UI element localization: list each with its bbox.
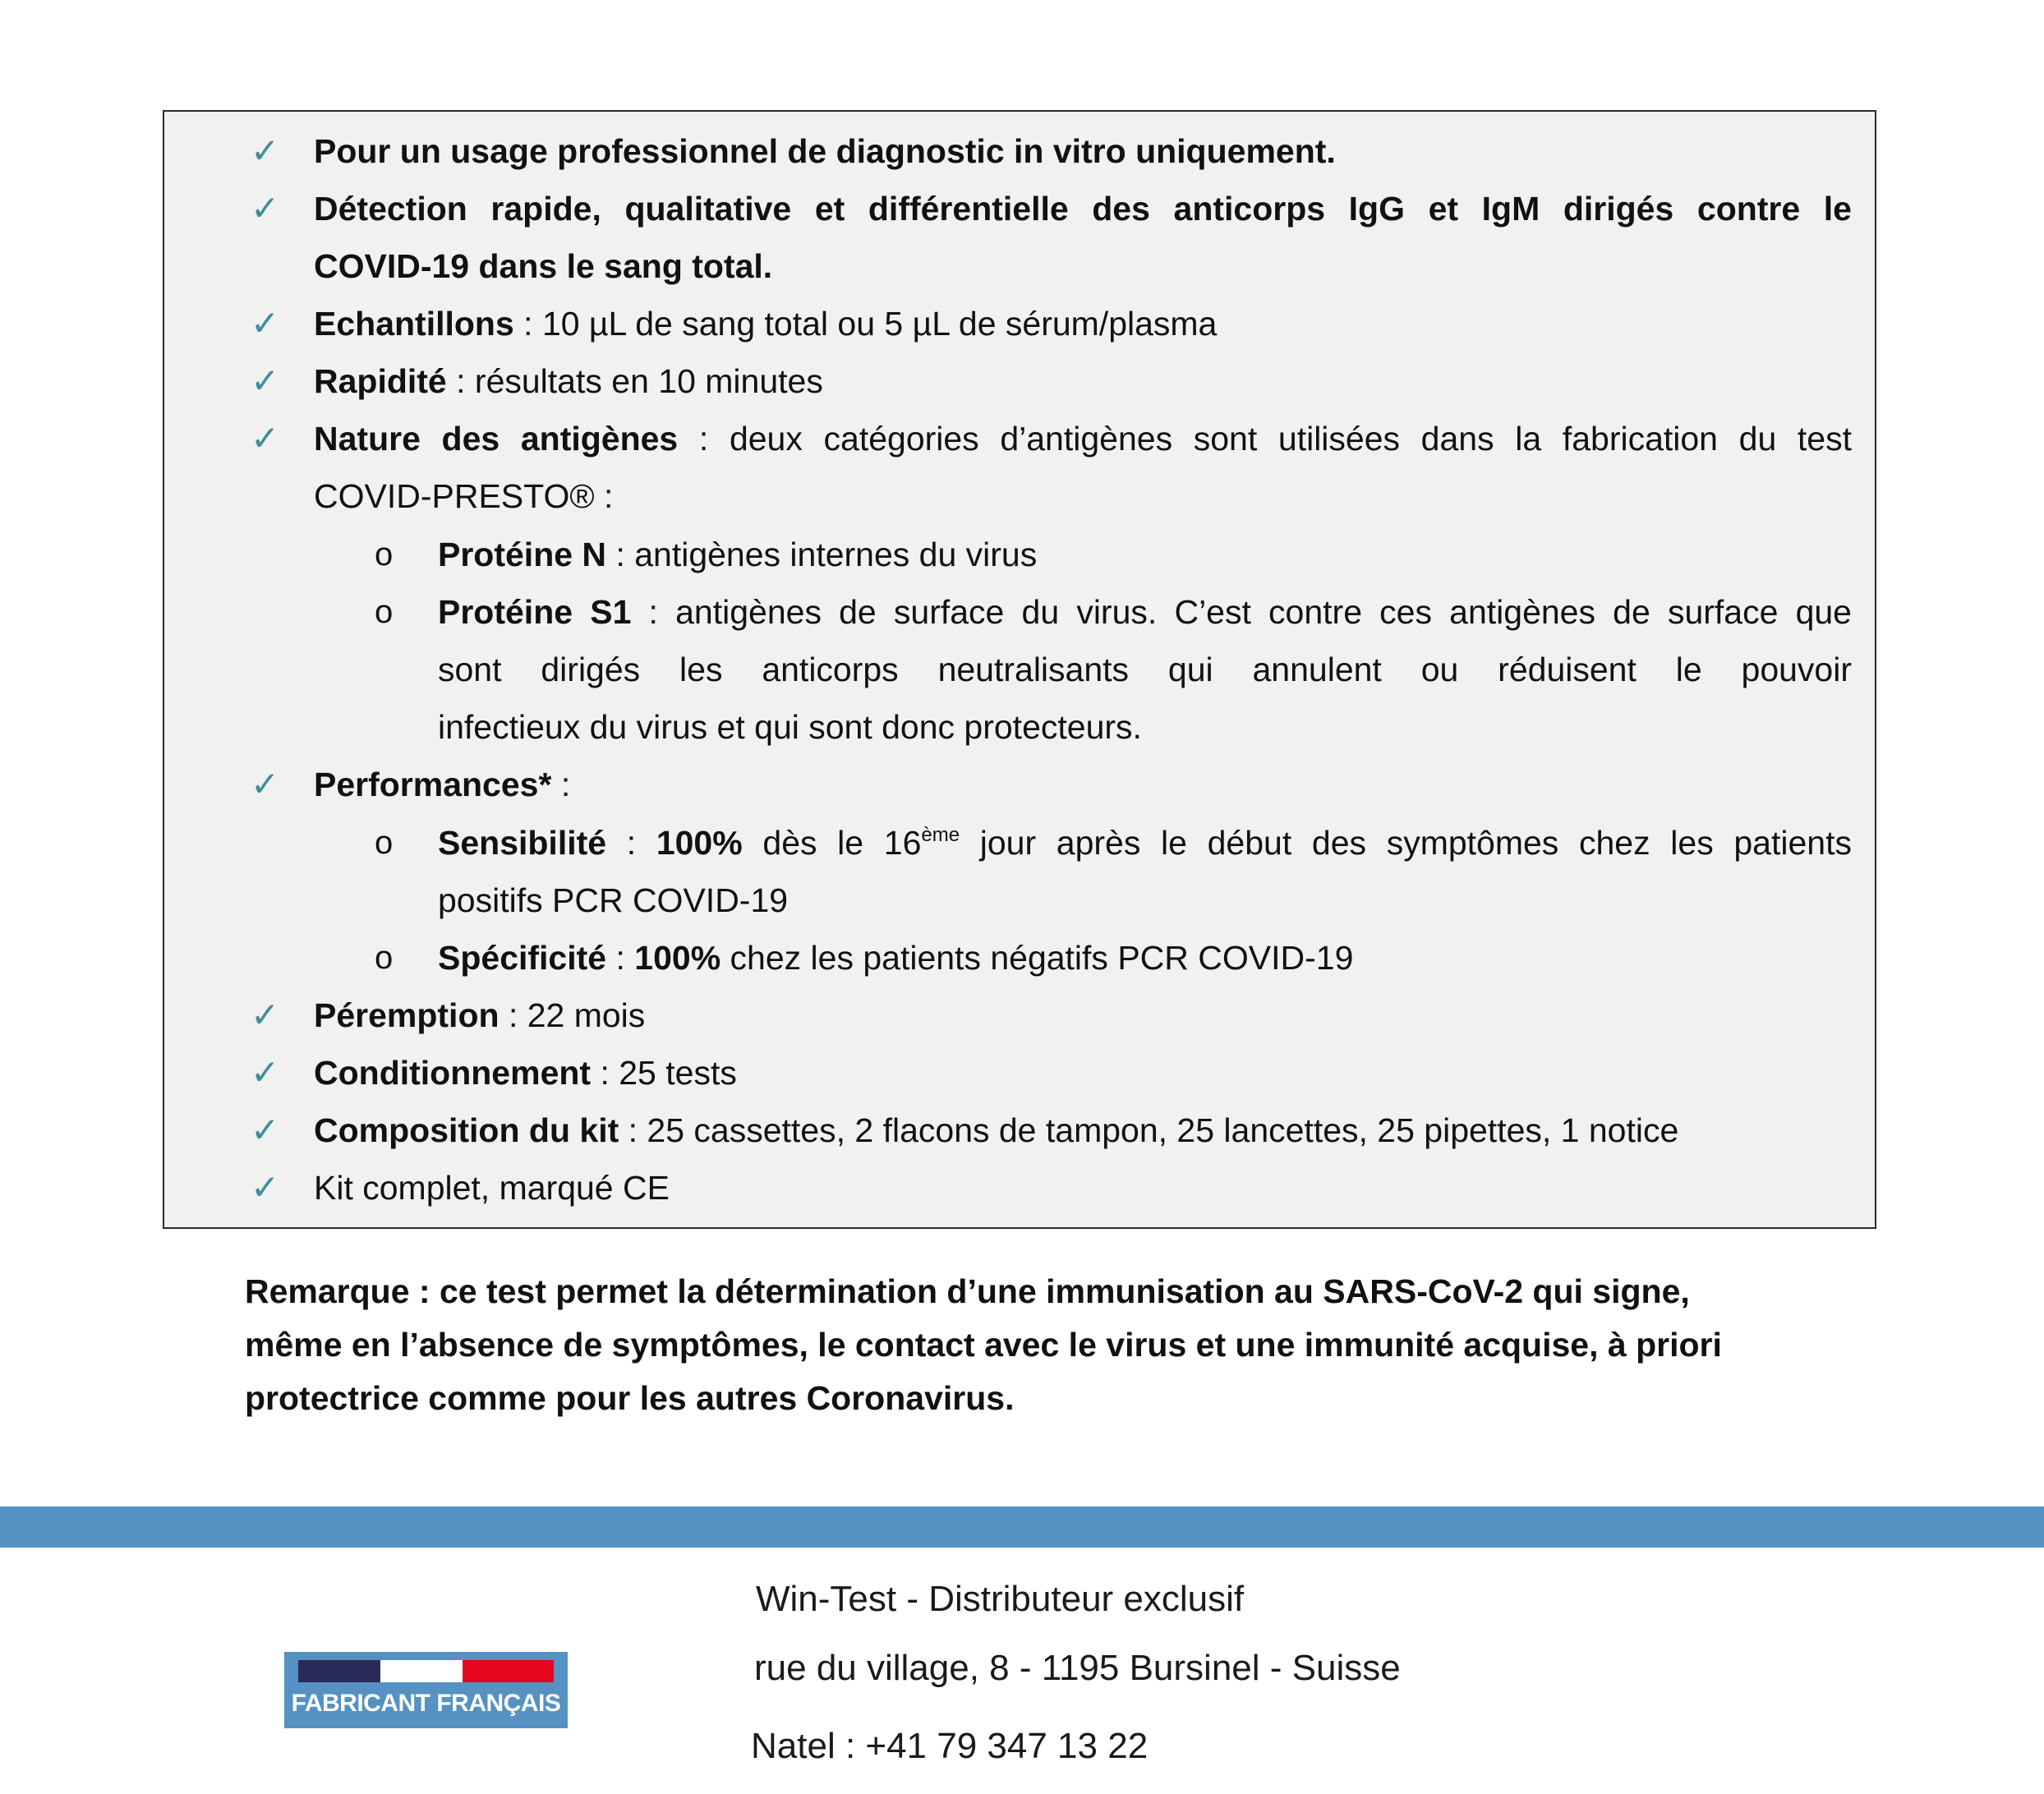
bullet-icon: o — [375, 594, 394, 630]
remark-line-3: protectrice comme pour les autres Coronavirus. — [245, 1379, 1015, 1417]
fabricant-francais-badge — [284, 1652, 568, 1728]
antigen-item-s1-line1: Protéine S1 : antigènes de surface du virus. C’est contre ces antigènes de surface que — [438, 593, 1852, 631]
footer-band — [0, 1506, 2044, 1548]
feature-item-ce-mark: Kit complet, marqué CE — [314, 1169, 670, 1207]
feature-item-speed: Rapidité : résultats en 10 minutes — [314, 362, 823, 400]
bullet-icon: o — [375, 825, 394, 861]
antigen-item-s1-line3: infectieux du virus et qui sont donc protecteurs. — [438, 708, 1142, 746]
feature-item-detection-line1: Détection rapide, qualitative et différentielle des anticorps IgG et IgM dirigés contre le — [314, 190, 1852, 228]
feature-item-kit-composition: Composition du kit : 25 cassettes, 2 flacons de tampon, 25 lancettes, 25 pipettes, 1 notice — [314, 1111, 1679, 1149]
check-icon: ✓ — [251, 1052, 280, 1092]
feature-item-antigens-line2: COVID-PRESTO® : — [314, 477, 614, 515]
check-icon: ✓ — [251, 303, 280, 343]
check-icon: ✓ — [251, 361, 280, 401]
address-line: rue du village, 8 - 1195 Bursinel - Suisse — [754, 1648, 1401, 1688]
feature-item-usage: Pour un usage professionnel de diagnostic in vitro uniquement. — [314, 132, 1336, 170]
antigen-item-s1-line2: sont dirigés les anticorps neutralisants qui annulent ou réduisent le pouvoir — [438, 651, 1852, 688]
check-icon: ✓ — [251, 418, 280, 458]
badge-label: FABRICANT FRANÇAIS — [291, 1690, 561, 1717]
check-icon: ✓ — [251, 131, 280, 171]
performance-item-specificity: Spécificité : 100% chez les patients négatifs PCR COVID-19 — [438, 939, 1354, 977]
feature-item-detection-line2: COVID-19 dans le sang total. — [314, 247, 773, 285]
feature-item-samples: Echantillons : 10 µL de sang total ou 5 µL de sérum/plasma — [314, 305, 1218, 343]
distributor-line: Win-Test - Distributeur exclusif — [756, 1579, 1245, 1619]
flag-blue-stripe — [298, 1660, 380, 1682]
remark-line-1: Remarque : ce test permet la détermination d’une immunisation au SARS-CoV-2 qui signe, — [245, 1272, 1690, 1310]
remark-line-2: même en l’absence de symptômes, le contact avec le virus et une immunité acquise, à priori — [245, 1326, 1722, 1364]
check-icon: ✓ — [251, 1167, 280, 1208]
antigen-item-n: Protéine N : antigènes internes du virus — [438, 536, 1038, 573]
check-icon: ✓ — [251, 764, 280, 804]
check-icon: ✓ — [251, 188, 280, 228]
bullet-icon: o — [375, 536, 394, 573]
performance-item-sensitivity-line1: Sensibilité : 100% dès le 16ème jour après le début des symptômes chez les patients — [438, 824, 1852, 862]
feature-item-packaging: Conditionnement : 25 tests — [314, 1054, 737, 1092]
check-icon: ✓ — [251, 995, 280, 1035]
feature-item-antigens-line1: Nature des antigènes : deux catégories d’antigènes sont utilisées dans la fabrication du test — [314, 420, 1853, 458]
phone-line: Natel : +41 79 347 13 22 — [751, 1726, 1149, 1766]
flag-red-stripe — [463, 1660, 554, 1682]
performance-item-sensitivity-line2: positifs PCR COVID-19 — [438, 881, 789, 919]
check-icon: ✓ — [251, 1110, 280, 1150]
flag-white-stripe — [380, 1660, 463, 1682]
bullet-icon: o — [375, 940, 394, 976]
feature-item-expiry: Péremption : 22 mois — [314, 996, 646, 1034]
feature-item-performances: Performances* : — [314, 766, 571, 803]
